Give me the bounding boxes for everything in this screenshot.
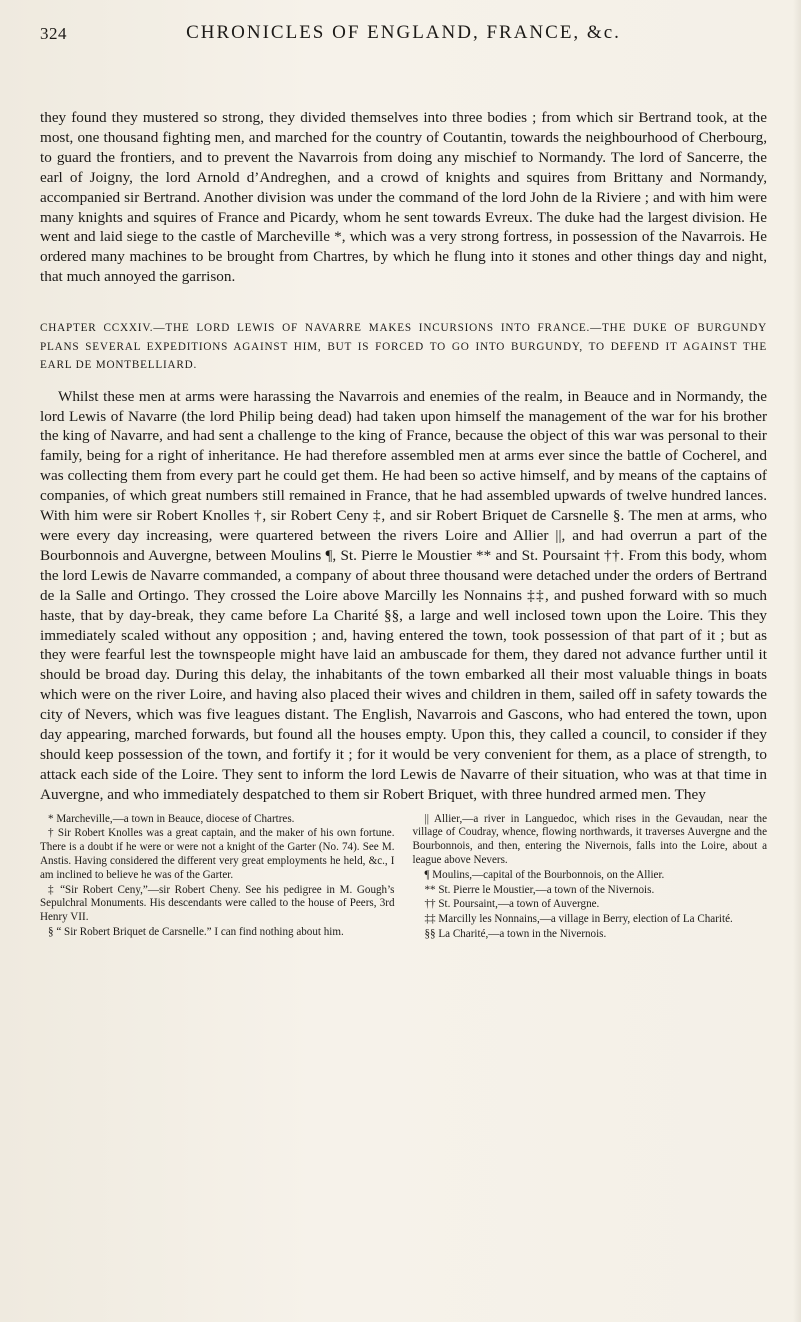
footnote-knolles: † Sir Robert Knolles was a great captain, and the maker of his own fortune. There is a doubt if he were or were not a knight of the Garter (No. 74). See M. Anstis. Having considered the different very great employments he held, &c., I am inclined to believe he was of the Garter. (40, 827, 395, 881)
footnote-moulins: ¶ Moulins,—capital of the Bourbonnois, on the Allier. (424, 868, 665, 881)
footnote-marcheville: * Marcheville,—a town in Beauce, diocese of Chartres. (48, 812, 295, 825)
running-head (40, 12, 767, 52)
footnote-briquet: § “ Sir Robert Briquet de Carsnelle.” I can find nothing about him. (48, 926, 344, 939)
footnotes-left-column (40, 813, 395, 943)
footnote-marcilly: ‡‡ Marcilly les Nonnains,—a village in Berry, election of La Charité. (424, 913, 733, 926)
footnote-la-charite: §§ La Charité,—a town in the Nivernois. (424, 928, 607, 941)
chapter-heading: CHAPTER CCXXIV.—THE LORD LEWIS OF NAVARRE MAKES INCURSIONS INTO FRANCE.—THE DUKE OF BURGUNDY PLANS SEVERAL EXPEDITIONS AGAINST HIM, BUT IS FORCED TO GO INTO BURGUNDY, TO DEFEND IT AGAINST THE EARL DE MONTBELLIARD. (40, 322, 767, 372)
footnote-st-pierre: ** St. Pierre le Moustier,—a town of the Nivernois. (424, 883, 655, 896)
running-title: CHRONICLES OF ENGLAND, FRANCE, &c. (186, 22, 621, 43)
opening-paragraph: they found they mustered so strong, they divided themselves into three bodies ; from which sir Bertrand took, at the most, one thousand fighting men, and marched for the country of Coutantin, towards the neighbourhood of Cherbourg, to guard the frontiers, and to prevent the Navarrois from doing any mischief to Normandy. The lord of Sancerre, the earl of Joigny, the lord Arnold d’Andreghen, and a crowd of knights and squires from Brittany and Normandy, accompanied sir Bertrand. Another division was under the command of the lord John de la Riviere ; and with him were many knights and squires of France and Picardy, whom he sent towards Evreux. The duke had the largest division. He went and laid siege to the castle of Marcheville *, which was a very strong fortress, in possession of the Navarrois. He ordered many machines to be brought from Chartres, by which he flung into it stones and other things day and night, that much annoyed the garrison. (40, 109, 767, 286)
footnote-ceny: ‡ “Sir Robert Ceny,”—sir Robert Cheny. See his pedigree in M. Gough’s Sepulchral Monuments. His descendants were called to the house of Peers, 3rd Henry VII. (40, 883, 395, 924)
page-number: 324 (40, 24, 67, 43)
footnotes-right-column (413, 813, 768, 943)
footnote-st-poursaint: †† St. Poursaint,—a town of Auvergne. (424, 898, 600, 911)
page-edge-shadow (793, 0, 801, 1322)
chapter-paragraph: Whilst these men at arms were harassing the Navarrois and enemies of the realm, in Beauce and in Normandy, the lord Lewis of Navarre (the lord Philip being dead) had taken upon himself the management of the war for his brother the king of Navarre, and had sent a challenge to the king of France, because the object of this war was personal to their family, being for a right of inheritance. He had therefore assembled men at arms ever since the battle of Cocherel, and was collecting them from every part he could get them. He had been so active himself, and by means of the captains of companies, of which great numbers still remained in France, that he had assembled upwards of twelve hundred lances. With him were sir Robert Knolles †, sir Robert Ceny ‡, and sir Robert Briquet de Carsnelle §. The men at arms, who were every day increasing, were quartered between the rivers Loire and Allier ||, and had overrun a part of the Bourbonnois and Auvergne, between Moulins ¶, St. Pierre le Moustier ** and St. Poursaint ††. From this body, whom the lord Lewis de Navarre commanded, a company of about three thousand were detached under the orders of Bertrand de la Salle and Ortingo. They crossed the Loire above Marcilly les Nonnains ‡‡, and pushed forward with so much haste, that by day-break, they came before La Charité §§, a large and well inclosed town upon the Loire. This they immediately scaled without any opposition ; and, having entered the town, took possession of that part of it ; but as they were fearful lest the townspeople might have laid an ambuscade for them, they dared not advance further until it should be broad day. During this delay, the inhabitants of the town embarked all their most valuable things in boats which were on the river Loire, and having also placed their wives and children in them, sailed off in safety towards the city of Nevers, which was five leagues distant. The English, Navarrois and Gascons, who had entered the town, upon day appearing, marched forwards, but found all the houses empty. Upon this, they called a council, to consider if they should keep possession of the town, and fortify it ; for it would be very convenient for them, as a place of strength, to attack each side of the Loire. They sent to inform the lord Lewis de Navarre of their situation, who was at that time in Auvergne, and who immediately despatched to them sir Robert Briquet, with three hundred armed men. They (40, 387, 767, 803)
footnotes (40, 813, 767, 943)
footnote-allier: || Allier,—a river in Languedoc, which rises in the Gevaudan, near the village of Coudray, whence, flowing northwards, it traverses Auvergne and the Bourbonnois, and then, entering the Nivernois, falls into the Loire, about a league above Nevers. (412, 812, 767, 867)
